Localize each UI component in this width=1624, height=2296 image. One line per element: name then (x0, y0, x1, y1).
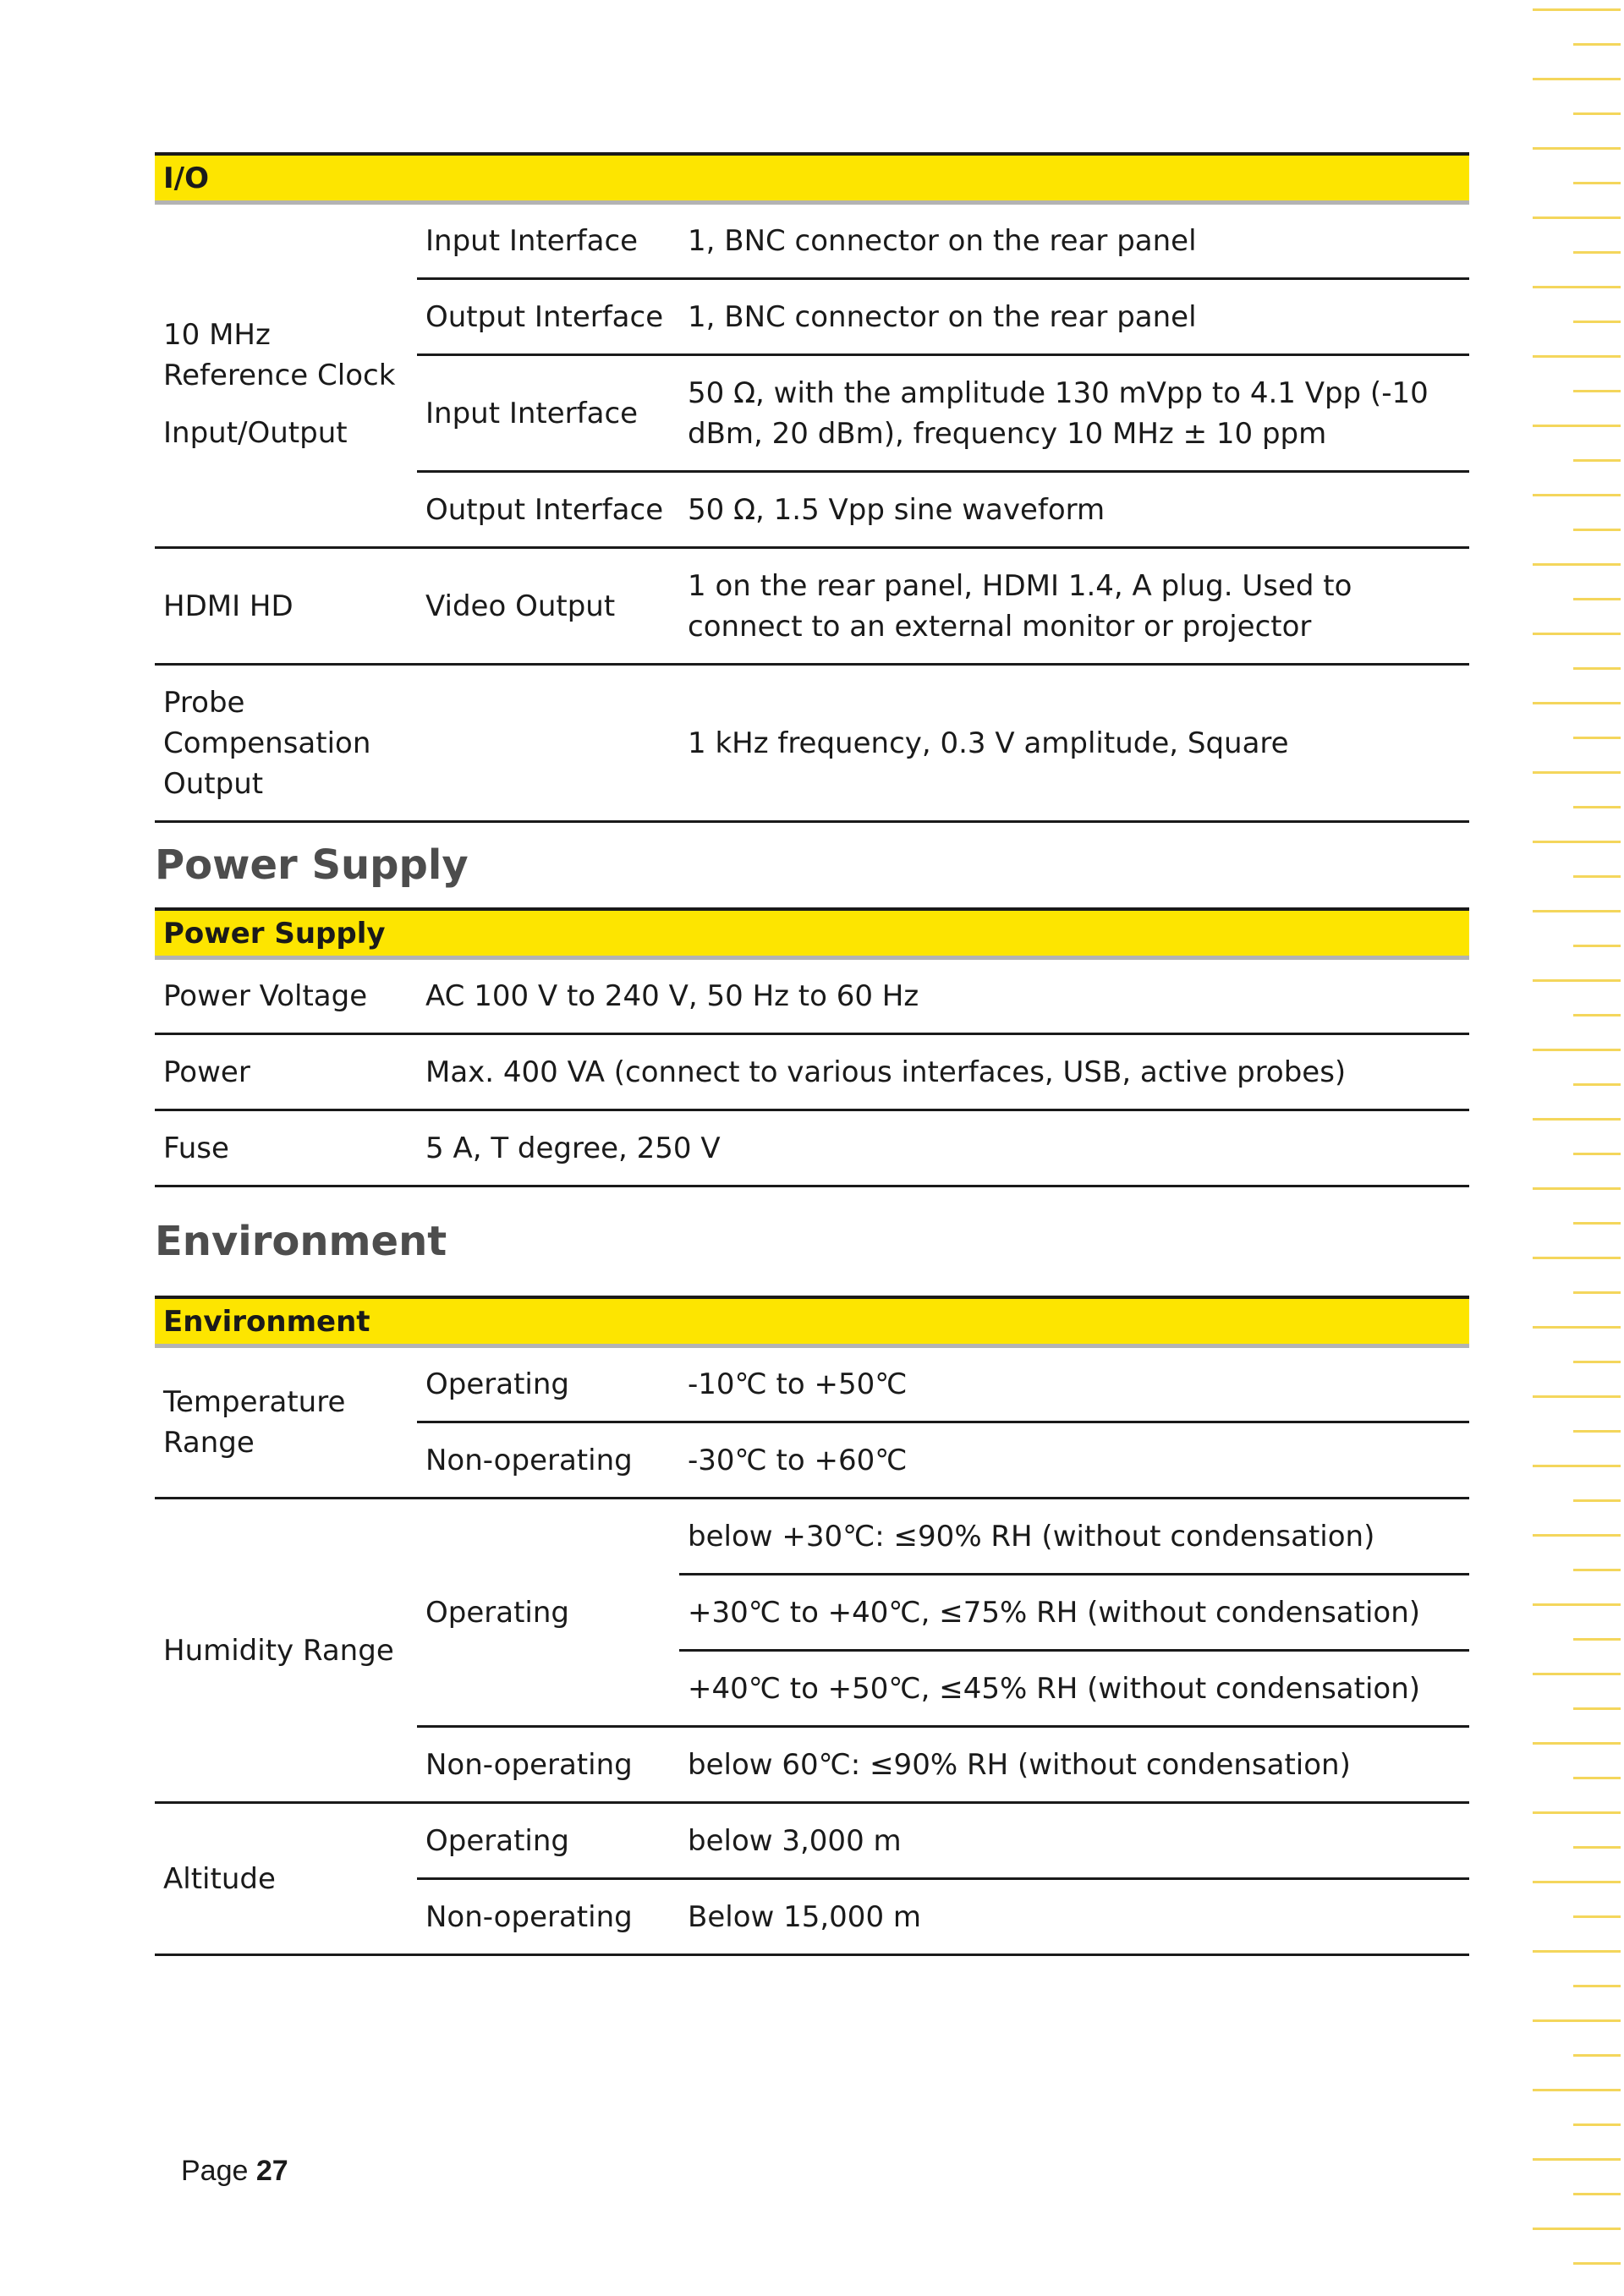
decorative-line (1533, 1950, 1621, 1953)
decorative-line (1573, 390, 1621, 392)
io-value: 1, BNC connector on the rear panel (679, 203, 1469, 279)
decorative-line (1573, 1638, 1621, 1641)
decorative-line (1573, 1291, 1621, 1294)
decorative-line (1533, 1257, 1621, 1259)
decorative-line (1573, 1985, 1621, 1987)
decorative-line (1573, 1707, 1621, 1710)
decorative-line (1573, 459, 1621, 462)
decorative-line (1533, 2089, 1621, 2091)
temperature-label: Temperature Range (155, 1346, 417, 1499)
table-row (155, 203, 1469, 279)
power-section-heading (155, 823, 1469, 907)
power-label: Fuse (155, 1110, 417, 1186)
decorative-line (1533, 1049, 1621, 1051)
decorative-line (1533, 702, 1621, 704)
decorative-line (1533, 1395, 1621, 1398)
table-row (155, 1803, 1469, 1879)
decorative-line (1533, 1187, 1621, 1190)
decorative-line (1573, 1153, 1621, 1155)
decorative-line (1573, 1777, 1621, 1779)
decorative-line (1573, 945, 1621, 947)
power-value: 5 A, T degree, 250 V (417, 1110, 1469, 1186)
power-section-title: Power Supply (155, 841, 469, 889)
io-value: 50 Ω, 1.5 Vpp sine waveform (679, 472, 1469, 548)
decorative-line (1573, 806, 1621, 808)
decorative-line (1573, 2123, 1621, 2126)
document-content (155, 152, 1469, 1956)
io-value: 1, BNC connector on the rear panel (679, 279, 1469, 355)
power-label: Power (155, 1034, 417, 1110)
table-row (155, 665, 1469, 822)
decorative-line (1573, 737, 1621, 739)
decorative-line (1573, 1499, 1621, 1502)
page-number (181, 2155, 288, 2188)
decorative-line (1573, 1846, 1621, 1849)
decorative-line (1533, 771, 1621, 774)
probe-empty-cell (417, 665, 679, 822)
page-number-value: 27 (255, 2155, 288, 2187)
humidity-label: Humidity Range (155, 1499, 417, 1803)
environment-table (155, 1296, 1469, 1956)
env-param: Operating (417, 1346, 679, 1422)
decorative-line (1573, 1430, 1621, 1433)
decorative-line (1533, 425, 1621, 427)
hdmi-param: Video Output (417, 548, 679, 665)
env-param: Operating (417, 1803, 679, 1879)
ref-clock-label-cell (155, 203, 417, 548)
decorative-line (1533, 979, 1621, 982)
env-param: Non-operating (417, 1422, 679, 1499)
io-param: Input Interface (417, 203, 679, 279)
decorative-line (1573, 2262, 1621, 2265)
decorative-line (1533, 494, 1621, 496)
decorative-line (1573, 182, 1621, 184)
decorative-line (1533, 1465, 1621, 1467)
decorative-line (1533, 2228, 1621, 2230)
decorative-line (1533, 1742, 1621, 1745)
decorative-line (1533, 1881, 1621, 1883)
io-table (155, 152, 1469, 823)
env-value: +40℃ to +50℃, ≤45% RH (without condensation) (679, 1651, 1469, 1727)
io-param: Output Interface (417, 279, 679, 355)
decorative-line (1573, 2193, 1621, 2195)
decorative-line (1533, 147, 1621, 150)
decorative-line (1533, 216, 1621, 219)
power-value: Max. 400 VA (connect to various interfaces, USB, active probes) (417, 1034, 1469, 1110)
decorative-line (1573, 529, 1621, 531)
table-row (155, 1346, 1469, 1422)
decorative-line (1573, 1569, 1621, 1571)
env-param: Operating (417, 1499, 679, 1727)
decorative-line (1533, 1603, 1621, 1606)
decorative-line (1533, 1673, 1621, 1675)
io-param: Output Interface (417, 472, 679, 548)
ref-clock-label: 10 MHz Reference Clock (163, 318, 396, 392)
env-value: below 60℃: ≤90% RH (without condensation) (679, 1727, 1469, 1803)
io-param: Input Interface (417, 355, 679, 472)
table-row (155, 1034, 1469, 1110)
decorative-side-lines (1529, 0, 1624, 2296)
hdmi-label: HDMI HD (155, 548, 417, 665)
env-value: below +30℃: ≤90% RH (without condensation) (679, 1499, 1469, 1575)
decorative-line (1573, 2054, 1621, 2057)
decorative-line (1533, 355, 1621, 358)
decorative-line (1573, 1014, 1621, 1016)
power-label: Power Voltage (155, 958, 417, 1034)
power-header-label: Power Supply (155, 909, 1469, 958)
decorative-line (1573, 1222, 1621, 1225)
ref-clock-sub-label: Input/Output (163, 416, 348, 450)
decorative-line (1573, 43, 1621, 46)
decorative-line (1533, 2019, 1621, 2022)
table-row (155, 1110, 1469, 1186)
environment-header-label: Environment (155, 1297, 1469, 1346)
decorative-line (1533, 286, 1621, 288)
decorative-line (1533, 633, 1621, 635)
environment-section-title: Environment (155, 1218, 447, 1265)
decorative-line (1533, 1118, 1621, 1121)
decorative-line (1533, 910, 1621, 912)
environment-section-heading (155, 1187, 1469, 1296)
hdmi-value: 1 on the rear panel, HDMI 1.4, A plug. Used to connect to an external monitor or projector (679, 548, 1469, 665)
page-label: Page (181, 2155, 249, 2187)
table-row (155, 548, 1469, 665)
env-param: Non-operating (417, 1727, 679, 1803)
power-table (155, 907, 1469, 1187)
decorative-line (1533, 1811, 1621, 1814)
decorative-line (1533, 8, 1621, 11)
environment-table-header (155, 1297, 1469, 1346)
decorative-line (1573, 112, 1621, 115)
io-value: 50 Ω, with the amplitude 130 mVpp to 4.1 Vpp (-10 dBm, 20 dBm), frequency 10 MHz ± 10 ppm (679, 355, 1469, 472)
decorative-line (1573, 1083, 1621, 1086)
power-table-header (155, 909, 1469, 958)
decorative-line (1533, 563, 1621, 566)
decorative-line (1573, 1915, 1621, 1918)
power-value: AC 100 V to 240 V, 50 Hz to 60 Hz (417, 958, 1469, 1034)
env-value: -10℃ to +50℃ (679, 1346, 1469, 1422)
decorative-line (1573, 598, 1621, 600)
decorative-line (1533, 78, 1621, 80)
io-table-header (155, 154, 1469, 203)
decorative-line (1533, 841, 1621, 843)
decorative-line (1573, 875, 1621, 878)
altitude-label: Altitude (155, 1803, 417, 1955)
decorative-line (1573, 667, 1621, 670)
env-value: -30℃ to +60℃ (679, 1422, 1469, 1499)
probe-value: 1 kHz frequency, 0.3 V amplitude, Square (679, 665, 1469, 822)
env-value: +30℃ to +40℃, ≤75% RH (without condensation) (679, 1575, 1469, 1651)
table-row (155, 958, 1469, 1034)
decorative-line (1533, 2158, 1621, 2161)
table-row (155, 1499, 1469, 1575)
decorative-line (1533, 1534, 1621, 1537)
decorative-line (1573, 321, 1621, 323)
decorative-line (1573, 251, 1621, 254)
io-header-label: I/O (155, 154, 1469, 203)
env-param: Non-operating (417, 1879, 679, 1955)
env-value: Below 15,000 m (679, 1879, 1469, 1955)
decorative-line (1533, 1326, 1621, 1329)
probe-label: Probe Compensation Output (155, 665, 417, 822)
env-value: below 3,000 m (679, 1803, 1469, 1879)
decorative-line (1573, 1361, 1621, 1363)
